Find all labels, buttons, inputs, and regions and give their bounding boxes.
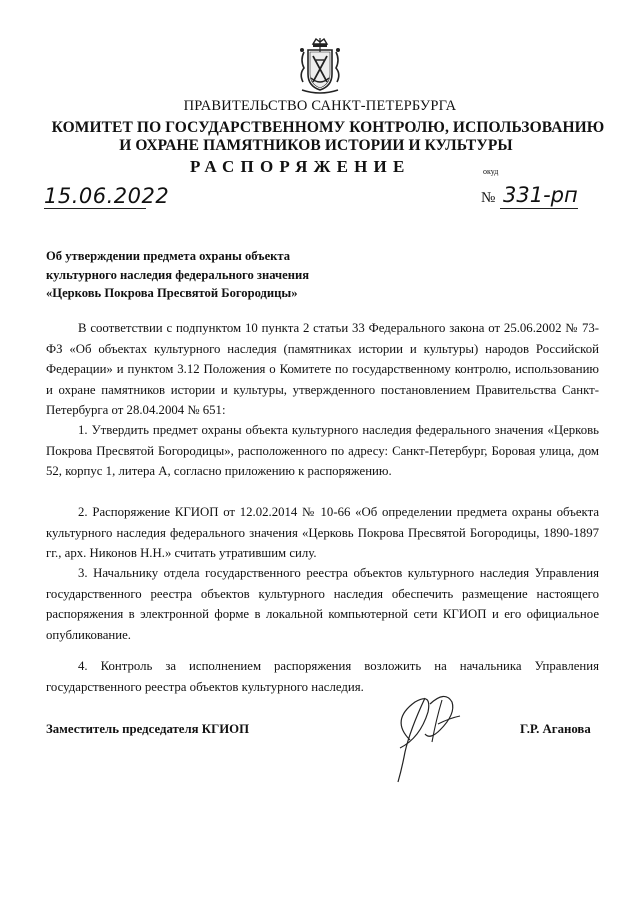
committee-title-line-2: И ОХРАНЕ ПАМЯТНИКОВ ИСТОРИИ И КУЛЬТУРЫ <box>119 137 513 154</box>
subject-line: Об утверждении предмета охраны объекта <box>46 249 291 263</box>
date-underline <box>44 208 146 209</box>
document-date: 15.06.2022 <box>44 184 170 208</box>
subject-line: «Церковь Покрова Пресвятой Богородицы» <box>46 286 298 300</box>
signer-position: Заместитель председателя КГИОП <box>46 722 250 736</box>
st-petersburg-coat-of-arms-icon <box>296 38 344 96</box>
item-paragraph-3: 3. Начальнику отдела государственного реестра объектов культурного наследия Управления государственного реестра объектов культурного наследия обеспечить размещение настоящего распоряжения в электронной форме в локальной компьютерной сети КГИОП и его официальное опубликование. <box>46 566 599 642</box>
number-sign: № <box>481 190 496 206</box>
preamble-paragraph: В соответствии с подпунктом 10 пункта 2 статьи 33 Федерального закона от 25.06.2002 № 73-ФЗ «Об объектах культурного наследия (памятниках истории и культуры) народов Российской Федерации» и пунктом 3.12 Положения о Комитете по государственному контролю, использованию и охране памятников истории и культуры, утвержденного постановлением Правительства Санкт-Петербурга от 28.04.2004 № 651: <box>46 321 599 417</box>
item-paragraph-4: 4. Контроль за исполнением распоряжения возложить на начальника Управления государственного реестра объектов культурного наследия. <box>46 659 599 694</box>
document-type: РАСПОРЯЖЕНИЕ <box>190 157 411 176</box>
signer-name: Г.Р. Аганова <box>520 722 591 736</box>
subject-line: культурного наследия федерального значения <box>46 267 310 282</box>
committee-title-line-1: КОМИТЕТ ПО ГОСУДАРСТВЕННОМУ КОНТРОЛЮ, ИСПОЛЬЗОВАНИЮ <box>51 119 605 136</box>
number-underline <box>500 208 578 209</box>
document-number: 331-рп <box>503 183 578 207</box>
handwritten-signature-icon <box>370 690 490 785</box>
document-subject <box>46 247 309 303</box>
okud-label: окуд <box>483 167 499 176</box>
item-paragraph-1: 1. Утвердить предмет охраны объекта культурного наследия федерального значения «Церковь Покрова Пресвятой Богородицы», расположенного по адресу: Санкт-Петербург, Боровая улица, дом 52, корпус 1, литера А, согласно приложению к распоряжению. <box>46 423 599 478</box>
government-title: ПРАВИТЕЛЬСТВО САНКТ-ПЕТЕРБУРГА <box>183 98 457 114</box>
item-paragraph-2: 2. Распоряжение КГИОП от 12.02.2014 № 10-66 «Об определении предмета охраны объекта культурного наследия федерального значения «Церковь Покрова Пресвятой Богородицы, 1890-1897 гг., арх. Никонов Н.Н.» считать утратившим силу. <box>46 505 599 560</box>
